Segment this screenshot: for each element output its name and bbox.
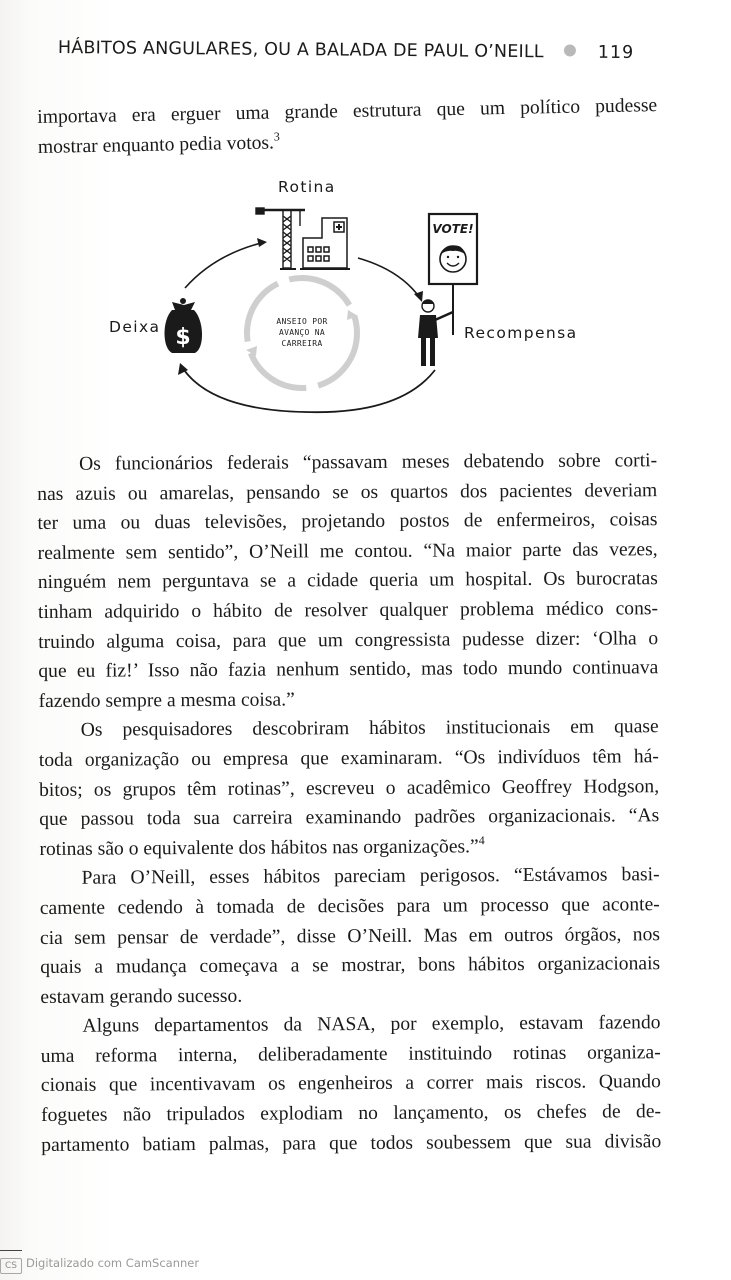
text-line: nas azuis ou amarelas, pensando se os quartos dos pacientes deveriam	[37, 479, 658, 505]
routine-label: Rotina	[278, 178, 336, 196]
paragraph-3	[40, 861, 661, 1013]
footnote-ref: 3	[273, 128, 280, 144]
craving-label	[252, 316, 352, 349]
person-holding-vote-sign-icon	[418, 214, 477, 366]
text-line: rotinas são o equivalente dos hábitos nas organizações.”$^4$	[39, 832, 485, 860]
watermark-text: Digitalizado com CamScanner	[26, 1256, 200, 1270]
paragraph-4	[40, 1008, 661, 1160]
money-bag-icon	[165, 298, 203, 353]
scanner-watermark	[0, 1256, 199, 1274]
text-line: partamento batiam palmas, para que todos soubessem que sua divisão	[41, 1130, 662, 1156]
construction-crane-icon	[256, 208, 305, 269]
page-edge-rule	[0, 1250, 22, 1251]
text-line: ter uma ou duas televisões, projetando postos de enfermeiros, coisas	[37, 509, 658, 535]
text-line: tinham adquirido o hábito de resolver qualquer problema médico cons-	[37, 598, 659, 623]
intro-paragraph	[37, 91, 658, 162]
text-line: Os pesquisadores descobriram hábitos institucionais em quase	[80, 716, 659, 742]
text-line: truindo alguma coisa, para que um congressista pudesse dizer: ‘Olha o	[38, 627, 659, 653]
reward-label: Recompensa	[464, 324, 578, 342]
text-line: cionais que incentivavam os engenheiros a correr mais riscos. Quando	[40, 1071, 661, 1097]
text-line: que eu fiz!’ Isso não fazia nenhum sentido, mas todo mundo continuava	[38, 657, 659, 683]
text-line: Os funcionários federais “passavam meses debatendo sobre corti-	[79, 450, 658, 475]
text-line: importava era erguer uma grande estrutura que um político pudesse	[37, 95, 658, 128]
text-line: Para O’Neill, esses hábitos pareciam perigosos. “Estávamos basi-	[81, 864, 660, 890]
text-line: ninguém nem perguntava se a cidade queria um hospital. Os burocratas	[37, 568, 658, 594]
camscanner-logo-icon: CS	[0, 1258, 22, 1274]
arrow-routine-to-reward	[358, 258, 423, 302]
text-line: quais a mudança começava a se mostrar, bons hábitos organizacionais	[40, 953, 661, 979]
arrow-cue-to-routine	[185, 238, 267, 288]
cue-label: Deixa	[109, 318, 161, 336]
footnote-ref: 4	[478, 832, 485, 848]
hospital-building-icon	[300, 218, 350, 269]
svg-text:VOTE!: VOTE!	[432, 222, 474, 236]
text-line: uma reforma interna, deliberadamente instituindo rotinas organiza-	[40, 1042, 661, 1067]
text-line: realmente sem sentido”, O’Neill me contou. “Na maior parte das vezes,	[37, 538, 658, 564]
craving-line: CARREIRA	[281, 339, 323, 348]
chapter-title: HÁBITOS ANGULARES, OU A BALADA DE PAUL O’NEILL	[57, 38, 544, 63]
text-line: mostrar enquanto pedia votos.$^3$	[37, 128, 280, 158]
text-line: camente cedendo à tomada de decisões para um processo que aconte-	[39, 894, 660, 919]
paragraph-2	[39, 713, 660, 865]
text-line: toda organização ou empresa que examinaram. “Os indivíduos têm há-	[38, 746, 659, 771]
running-head	[58, 38, 658, 63]
text-line: estavam gerando sucesso.	[40, 985, 243, 1008]
text-line: Alguns departamentos da NASA, por exemplo, estavam fazendo	[82, 1012, 661, 1038]
page-number: 119	[597, 42, 635, 64]
arrow-reward-to-cue	[178, 363, 435, 412]
bullet-dot-icon	[564, 44, 576, 56]
main-text	[37, 446, 661, 1160]
craving-line: ANSEIO POR	[276, 317, 328, 326]
svg-text:$: $	[175, 325, 191, 350]
craving-line: AVANÇO NA	[278, 328, 326, 337]
paragraph-1	[37, 446, 659, 716]
text-line: cia sem pensar de verdade”, disse O’Neill. Mas em outros órgãos, nos	[39, 923, 661, 949]
text-line: foguetes não tripulados explodiam no lançamento, os chefes de de-	[41, 1101, 662, 1127]
text-line: fazendo sempre a mesma coisa.”	[38, 689, 295, 712]
habit-loop-diagram	[100, 170, 600, 420]
text-line: que passou toda sua carreira examinando padrões organizacionais. “As	[39, 805, 660, 831]
text-line: bitos; os grupos têm rotinas”, escreveu o acadêmico Geoffrey Hodgson,	[39, 775, 660, 801]
